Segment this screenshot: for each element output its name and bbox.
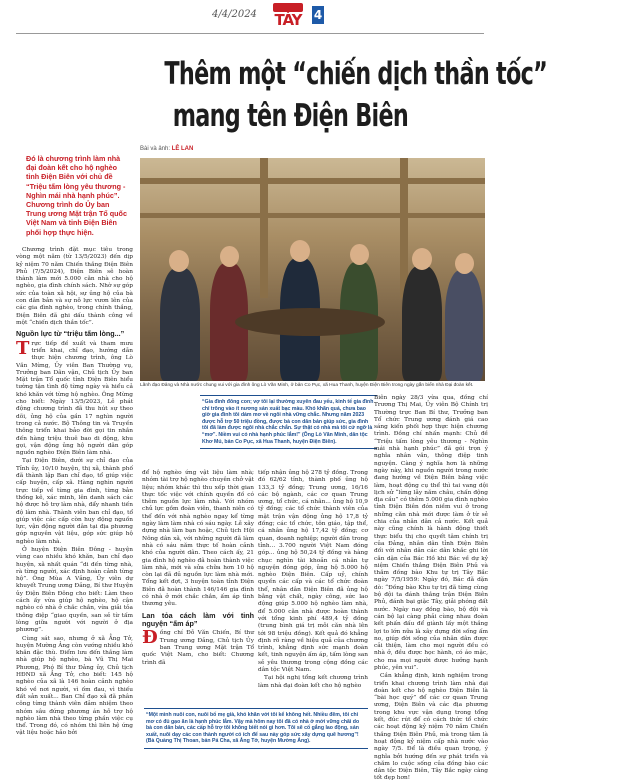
col1-subhead: Nguồn lực từ “triệu tấm lòng...” — [16, 329, 125, 339]
col2-subhead: Lan tỏa cách làm với tinh nguyện “ấm áp” — [142, 610, 254, 629]
col4-paragraph: Cần khẳng định, kinh nghiệm trong triển khai chương trình làm nhà đại đoàn kết cho hộ nghèo Điện Biên là “bài học quý” để các cơ quan Trung ương, Điện Biên và các địa phương trong khu vực vận dụng trong tổng kết, đúc rút để có cách thức tổ chức các hoạt động kỷ niệm 70 năm Chiến thắng Điện Biên Phủ, mà trong tâm là hoạt động kỷ niệm cấp nhà nước vào ngày 7/5. Để là điều quan trọng, ý nghĩa bởi hướng đến sự phát triển và chăm lo cuộc sống của đồng bào các dân tộc Điện Biên, Tây Bắc ngày càng tốt đẹp hơn! — [374, 673, 488, 782]
lead-paragraph: Đó là chương trình làm nhà đại đoàn kết cho hộ nghèo tỉnh Điện Biên với chủ đề “Triệu tấm lòng yêu thương - Nghìn mái nhà hạnh phúc”. Chương trình do Ủy ban Trung ương Mặt trận Tổ quốc Việt Nam và tỉnh Điện Biên phối hợp thực hiện. — [26, 154, 127, 237]
photo-caption: Lãnh đạo Đảng và Nhà nước chung vui với gia đình ông Lò Văn Minh, ở bản Co Pục, xã Hua Thanh, huyện Điện Biên trong ngày gắn biển nhà Đại đoàn kết. — [140, 383, 474, 388]
newspaper-logo — [270, 3, 306, 29]
col1-paragraph: Chương trình đặt mục tiêu trong vòng một năm (từ 13/5/2023) đến dịp kỷ niệm 70 năm Chiến thắng Điện Biên Phủ (7/5/2024), Điện Biên sẽ hoàn thành làm mới 5.000 căn nhà cho hộ nghèo, gia đình chính sách. Nhờ sự góp sức của toàn xã hội, sự ủng hộ của bà con dân bản và sự nỗ lực vươn lên của các gia đình nghèo, trong chính thắng, Điện Biên đã ghi dấu thành công về một “chiến dịch thần tốc”. — [16, 247, 133, 326]
page-number: 4 — [313, 8, 323, 22]
headline-line-1: Thêm một “chiến dịch thần tốc” — [164, 56, 548, 92]
page-header — [0, 0, 500, 36]
column-4 — [374, 395, 488, 782]
col1-paragraph: Trực tiếp đề xuất và tham mưu triển khai, chỉ đạo, hướng dẫn thực hiện chương trình, ông Lò Văn Mừng, Ủy viên Ban Thường vụ, Trưởng ban Dân vận, Chủ tịch Ủy ban Mặt trận Tổ quốc tỉnh Điện Biên hiểu tường tận tình độ từng ngày và hiểu cả khó khăn với từng hộ nghèo. Ông Mừng cho biết: Ngày 13/5/2023, Lễ phát động chương trình đã thu hút sự theo dõi, ủng hộ của gần 17 nghìn người trong cả nước. Bộ Thông tin và Truyền thông triển khai bảo đời gọi tin nhắn đến hàng triệu thuê bao di động, khu gọi, vận động ủng hộ người dân góp nguồn nghèo Điện Biên làm nhà. — [16, 337, 133, 457]
header-divider — [16, 33, 484, 34]
col1-paragraph: Cùng sát sao, nhưng ở xã Ẳng Tở, huyện Mường Ảng còn vướng nhiều khó khăn đặc thù. Điểm lưu đến thắng làm nhà giúp hộ nghèo, bà Vũ Thị Mai Phương, Phó Bí thư Đảng ủy, Chủ tịch HĐND xã Ẳng Tở, cho biết: 145 hộ nghèo của xã là 146 hoàn cảnh nghèo khó về nơi người, vì ốm đau, vì thiếu đất sản xuất... Ban Chỉ đạo xã đã phân công từng thành viên đảm nhiệm theo nhóm sâu đứng phương án hỗ trợ hộ nghèo làm nhà theo từng phần việc cụ thể. Trong đó, có nhóm thì liên hệ ứng vật liệu hoặc hảo bởi — [16, 635, 133, 737]
logo-text: TÀY — [274, 11, 302, 29]
col3-paragraph: Tại hội nghị tổng kết chương trình làm nhà đại đoàn kết cho hộ nghèo — [258, 675, 368, 689]
column-3 — [258, 470, 368, 706]
issue-date: 4/4/2024 — [212, 9, 257, 20]
byline — [140, 146, 193, 152]
byline-author: LÊ LAN — [171, 146, 194, 152]
column-1 — [16, 247, 133, 772]
column-2 — [142, 470, 254, 706]
headline — [90, 54, 548, 144]
col1-paragraph: Tại Điện Biên, dưới sự chỉ đạo của Tỉnh ủy, 10/10 huyện, thị xã, thành phố đã thành lập Ban chỉ đạo, tổ giúp việc cấp huyện, cấp xã. Hàng nghìn người trực tiếp về từng gia đình, từng bản thống kê, xác minh, lên danh sách các hộ được hỗ trợ làm nhà, đẩy nhanh tiến độ làm nhà. Thành viên ban chỉ đạo, tổ giúp việc các cấp còn huy động nguồn lực, vận động người dân tại địa phương góp nguyên vật liệu, góp sức giúp hộ nghèo làm nhà. — [16, 458, 133, 545]
col2-paragraph: để hộ nghèo ứng vật liệu làm nhà; nhóm tài trợ hộ nghèo chuyên chở vật liệu; nhóm khác thì thu xếp thời gian thực tốc việc với chính quyền đồ có thêm nguồn lực làm nhà. Với nhóm chủ lực gồm đoàn viên, thanh niên có thể đến với nhà nghèo ngay kể từng ngày làm làm nhà có sáu ngày. Lễ xây dựng nhà làm bạn hoặc, Chủ tịch Hội Nông dân xã, với những người đã làm nhà có sáu năm thực tế hoàn cảnh khó của người dân. Theo cách ấy, 21 gia đình hộ nghèo đã hoàn thành việc làm nhà, mới và sửa chữa hơn 10 hộ còn lại đã đủ nguồn lực làm nhà mới. Tổng kết đợt, 3 huyện toàn tỉnh Điện Biên đã hoàn thành 146/146 gia đình có nhà ở mới chắc chắn, ấm áp tình thương yêu. — [142, 470, 254, 608]
pull-quote-2: “Một mình nuôi con, nuôi bố mẹ già, khó khăn với tôi kể không hết. Nhiều đêm, tôi chỉ mơ có đủ gạo ăn là hạnh phúc lắm. Vậy mà hôm nay tôi đã có nhà ở mới vững chãi do bà con dân bản, các cấp hỗ trợ tôi không biết nói gì hơn. Tôi sẽ cố gắng lao động, sản xuất, nuôi dạy các con thành người có ích để sau này góp sức xây dựng quê hương”! (Bà Quàng Thị Thoan, bản Pá Cha, xã Ẳng Tở, huyện Mường Ảng). — [144, 708, 368, 749]
article-photo — [140, 158, 485, 381]
byline-prefix: Bài và ảnh: — [140, 146, 172, 152]
pull-quote-1: “Gia đình đông con; vợ tôi lại thường xuyên đau yếu, kinh tế gia đình chỉ trông vào ít nương sản xuất bạc màu. Khó khăn quá, chưa bao giờ gia đình tôi dám mơ về ngôi nhà vững chắc. Nhưng năm 2023 được hỗ trợ 50 triệu đồng, được bà con dân bản giúp sức, gia đình tôi đã làm được ngôi nhà chắc chắn. Sự thật có nhà mà tôi cứ ngỡ là “mơ”. Niềm vui có nhà hạnh phúc lắm!” (Ông Lò Văn Minh, dân tộc Khơ Mú, bản Co Pục, xã Hua Thanh, huyện Điện Biên). — [200, 395, 377, 449]
col4-paragraph: Biên ngày 28/3 vừa qua, đồng chí Trương Thị Mai, Ủy viên Bộ Chính trị Thường trực Ban Bí thư, Trưởng ban Tổ chức Trung ương đánh giá cao sáng kiến phối hợp thực hiện chương trình. Đồng chí nhấn mạnh: Chủ đề “Triệu tấm lòng yêu thương - Nghìn mái nhà hạnh phúc” đã gói trọn ý nghĩa nhân văn, thông điệp tinh nguyện. Càng ý nghĩa hơn là những ngày này, khi nguồn người trong nước đang hướng về Điện Biên bằng việc làm, hoạt động cụ thể thì tai vang dội lịch sử “lừng lẫy năm châu, chấn động địa cầu” có thêm 5.000 gia đình nghèo tỉnh Điện Biên đón niềm vui ở trong những căn nhà mới được làm ở từ sẻ chia của nhân dân cả nước. Kết quả này cũng chính là hành động thiết thực biểu thị cho quyết tâm chính trị của Đảng, nhân dân tỉnh Điện Biên đối với nhân dân các dân khắc ghi lời căn dặn của Bác Hồ khi Bác về dự kỷ niệm Chiến thắng Điện Biên Phủ và thăm đồng bào Khu tự trị Tây Bắc ngày 7/5/1959: Ngày đó, Bác đã dặn dò: “Đồng bào Khu tự trị đã từng cùng bộ đội ta đánh thắng trận Điện Biên Phủ, đánh bại giặc Tây, giải phóng đất nước. Ngày nay đồng bào, bộ đội và cán bộ lại càng phải cùng nhau đoàn kết phấn đấu để giành lấy một thắng lợi to lớn nữa là xây dựng đời sống ấm no, giúp đời sống của nhân dân được cải thiện, làm cho mọi người đều có nhà ở, đều được học hành, có áo mặc, cho ma mọi người được hưởng hạnh phúc, yên vui”. — [374, 395, 488, 671]
headline-line-2: mang tên Điện Biên — [172, 98, 408, 134]
col1-paragraph: Ở huyện Điện Biên Đông - huyện vùng cao nhiều khó khăn, ban chỉ đạo huyện, xã nhất quán “di đến từng nhà, rà từng người, xác định hoàn cảnh từng hộ”. Ông Mùa A Vảng, Ủy viên dự khuyết Trung ương Đảng, Bí thư Huyện ủy Điện Biên Đông cho biết: Làm theo cách ấy vừa giúp hộ nghèo, hộ cận nghèo có nhà ở chắc chắn, vừa giải tỏa thông điệp “giao quyền, san sẻ từ tấm lòng giữa người với người ở địa phương”. — [16, 546, 133, 634]
col3-paragraph: tiếp nhận ủng hộ 278 tỷ đồng. Trong đó 62/62 tỉnh, thành phố ủng hộ 133,3 tỷ đồng; Trung ương, 16/16 các bộ ngành, các cơ quan Trung ương, tổ chức, cá nhân... ủng hộ 10,9 tỷ đồng; các tổ chức thành viên của mặt trận vận động ủng hộ 17,8 tỷ đồng; các tổ chức, tôn giáo, tập thể, cá nhân ủng hộ 17,42 tỷ đồng; cơ quan, doanh nghiệp; người dân trong tỉnh... 3.700 người Việt Nam đóng góp... ủng hộ 50,24 tỷ đồng và hàng chục nghìn tài khoản cá nhân tự nguyện đóng góp, ủng hộ 5.000 hộ nghèo Điện Biên. Cấp uỷ, chính quyền các cấp và các tổ chức đoàn thể, nhân dân Điện Biên đã ủng hộ bằng vật chất, ngày công, sức lao động giúp 5.000 hộ nghèo làm nhà, để 5.000 căn nhà được hoàn thành với tổng kinh phí 489,4 tỷ đồng (trung bình giá trị mỗi căn nhà lên tới 98 triệu đồng). Kết quả đó khẳng định rõ ràng về hiệu quả của chương trình, khẳng định sức mạnh đoàn kết, tinh nguyện ấm áp, tấm lòng san sẻ yêu thương trong cộng đồng các dân tộc Việt Nam. — [258, 470, 368, 674]
col2-paragraph: Đồng chí Đỗ Văn Chiến, Bí thư Trung ương Đảng, Chủ tịch Ủy ban Trung ương Mặt trận Tổ quốc Việt Nam, cho biết: Chương trình đã — [142, 627, 254, 666]
